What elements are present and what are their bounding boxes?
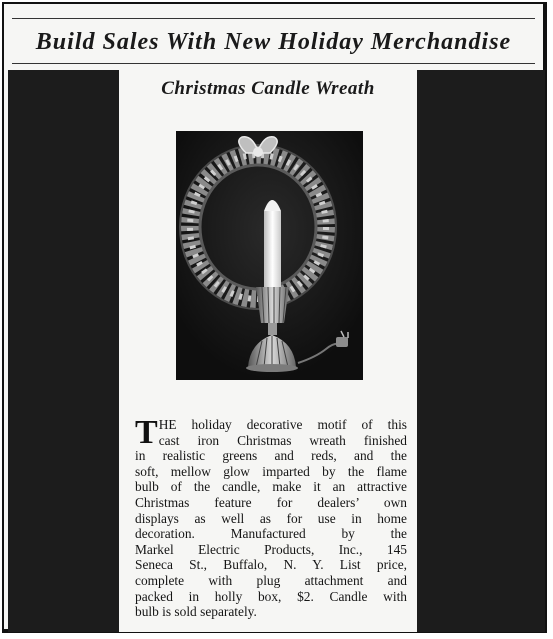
body-line: bulb of the candle, make it an attractive — [135, 479, 407, 495]
right-dark-panel — [417, 70, 545, 632]
body-line: decoration. Manufactured by the — [135, 526, 407, 542]
body-line: Seneca St., Buffalo, N. Y. List price, — [135, 557, 407, 573]
body-line: Christmas feature for dealers’ own — [135, 494, 407, 510]
header-top-rule — [12, 18, 535, 19]
body-line: Markel Electric Products, Inc., 145 — [135, 541, 407, 557]
article-column — [119, 70, 417, 632]
drop-cap: T — [135, 414, 158, 451]
candle-wreath-image — [176, 131, 363, 380]
body-line: packed in holly box, $2. Candle with — [135, 588, 407, 604]
body-line: HE holiday decorative motif of this — [158, 417, 407, 432]
page-header: Build Sales With New Holiday Merchandise — [35, 28, 512, 55]
article-title: Christmas Candle Wreath — [161, 78, 375, 99]
body-line: cast iron Christmas wreath finished — [158, 432, 407, 448]
article-body — [135, 414, 407, 620]
body-line: complete with plug attachment and — [135, 572, 407, 588]
left-dark-panel — [8, 70, 119, 632]
wreath-photo — [176, 131, 363, 380]
body-line: displays as well as for use in home — [135, 510, 407, 526]
body-line: soft, mellow glow imparted by the flame — [135, 463, 407, 479]
body-line: bulb is sold separately. — [135, 604, 257, 620]
header-bottom-rule — [12, 63, 535, 64]
body-line: in realistic greens and reds, and the — [135, 448, 407, 464]
